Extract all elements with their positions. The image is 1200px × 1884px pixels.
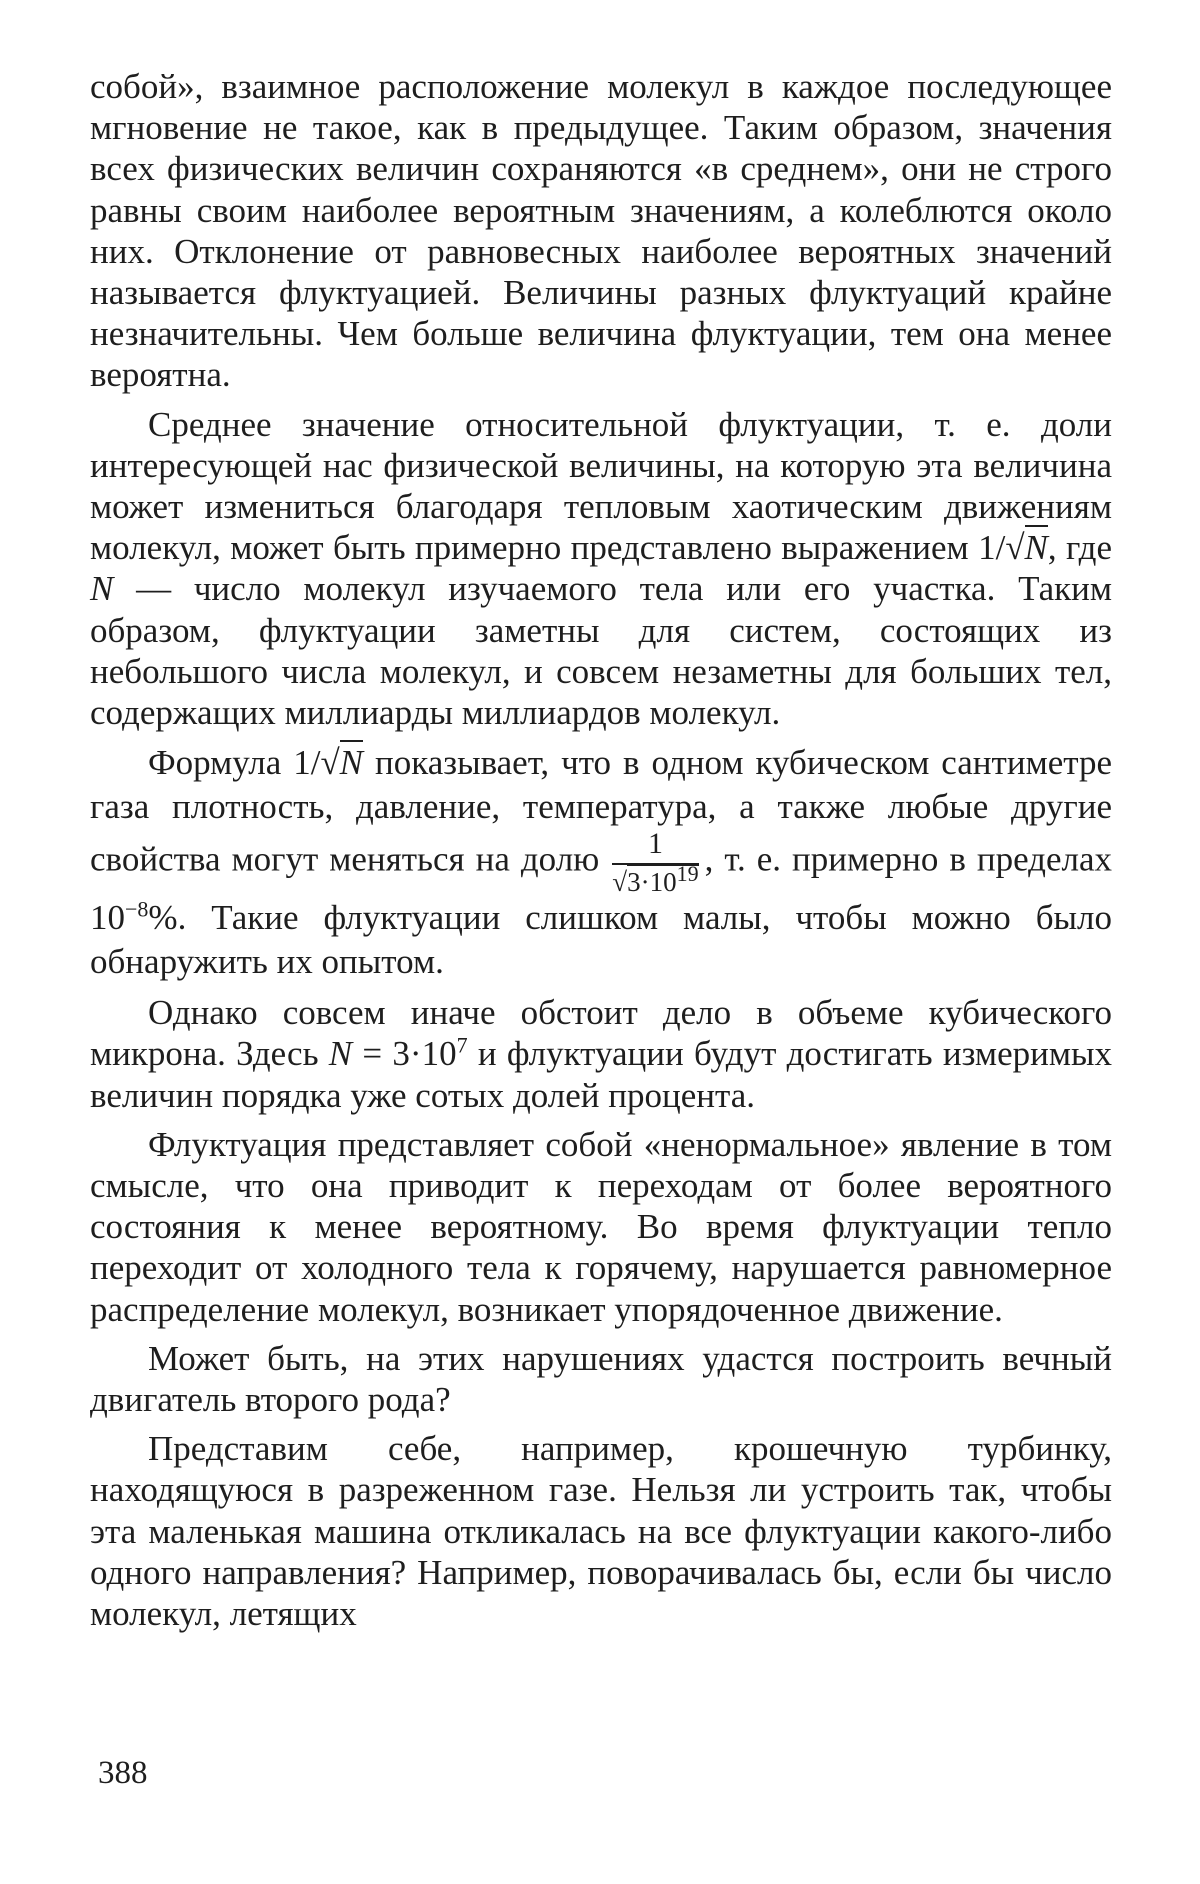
paragraph-6-text: Может быть, на этих нарушениях удастся построить вечный двигатель второго рода? bbox=[90, 1338, 1112, 1420]
sqrt-symbol: √ bbox=[612, 867, 628, 898]
equation-exponent: 7 bbox=[456, 1032, 468, 1058]
denominator-exponent: 19 bbox=[676, 861, 699, 887]
paragraph-1 bbox=[90, 66, 1112, 396]
paragraph-4-text-start: Однако совсем иначе обстоит дело в объеме кубического микрона. Здесь bbox=[90, 993, 1112, 1074]
formula-variable-n: N bbox=[340, 740, 363, 782]
formula-inverse-sqrt-n bbox=[978, 525, 1048, 567]
paragraph-3-text-end: %. Такие флуктуации слишком малы, чтобы можно было обнаружить их опытом. bbox=[90, 898, 1112, 982]
formula-inverse-sqrt-n bbox=[293, 740, 363, 782]
paragraph-2-text-after: — число молекул изучаемого тела или его участка. Таким образом, флуктуации заметны для систем, состоящих из небольшого числа молекул, и совсем незаметны для больших тел, содержащих миллиарды миллиардов молекул. bbox=[90, 569, 1112, 733]
page-number: 388 bbox=[98, 1755, 148, 1791]
paragraph-3-text-middle: показывает, что в одном кубическом сантиметре газа плотность, давление, температура, а также любые другие свойства могут меняться на долю bbox=[90, 743, 1113, 879]
page-body bbox=[90, 66, 1112, 1642]
fraction-numerator: 1 bbox=[612, 829, 698, 865]
paragraph-4 bbox=[90, 992, 1112, 1116]
paragraph-7-text: Представим себе, например, крошечную турбинку, находящуюся в разреженном газе. Нельзя ли устроить так, чтобы эта маленькая машина откликалась на все флуктуации какого-либо одного направления? Например, поворачивалась бы, если бы число молекул, летящих bbox=[90, 1429, 1112, 1634]
paragraph-1-text: собой», взаимное расположение молекул в каждое последующее мгновение не такое, как в предыдущее. Таким образом, значения всех физических величин сохраняются «в среднем», они не строго равны своим наиболее вероятным значениям, а колеблются около них. Отклонение от равновесных наиболее вероятных значений называется флуктуацией. Величины разных флуктуаций крайне незначительны. Чем больше величина флуктуации, тем она менее вероятна. bbox=[90, 67, 1112, 395]
paragraph-6 bbox=[90, 1338, 1112, 1420]
variable-n: N bbox=[90, 569, 114, 609]
denominator-base: 3·10 bbox=[627, 867, 677, 898]
sqrt-symbol: √ bbox=[320, 743, 340, 783]
variable-n: N bbox=[328, 1034, 353, 1074]
paragraph-2 bbox=[90, 404, 1112, 734]
sqrt-symbol: √ bbox=[1005, 528, 1025, 568]
equation-value: = 3·10 bbox=[352, 1034, 457, 1074]
paragraph-4-text-end: и флуктуации будут достигать измеримых величин порядка уже сотых долей процента. bbox=[90, 1034, 1113, 1115]
formula-prefix: 1/ bbox=[978, 528, 1006, 568]
paragraph-3-text-after-fraction: , т. е. примерно в пределах 10 bbox=[90, 839, 1112, 938]
paragraph-5-text: Флуктуация представляет собой «ненормальное» явление в том смысле, что она приводит к переходам от более вероятного состояния к менее вероятному. Во время флуктуации тепло переходит от холодного тела к горячему, нарушается равномерное распределение молекул, возникает упорядоченное движение. bbox=[90, 1124, 1112, 1329]
paragraph-2-text-where: , где bbox=[1047, 528, 1112, 568]
formula-prefix: 1/ bbox=[293, 743, 321, 783]
percent-exponent: −8 bbox=[125, 896, 149, 922]
paragraph-2-text-before: Среднее значение относительной флуктуации, т. е. доли интересующей нас физической величины, на которую эта величина может измениться благодаря тепловым хаотическим движениям молекул, может быть примерно представлено выражением bbox=[90, 404, 1112, 568]
paragraph-5 bbox=[90, 1124, 1112, 1330]
paragraph-3-text-start: Формула bbox=[148, 743, 294, 783]
fraction-formula bbox=[612, 829, 698, 896]
paragraph-3 bbox=[90, 741, 1112, 984]
fraction-denominator bbox=[612, 861, 699, 898]
paragraph-7 bbox=[90, 1428, 1112, 1634]
formula-variable-n: N bbox=[1025, 525, 1048, 567]
denominator-radicand bbox=[627, 861, 699, 898]
